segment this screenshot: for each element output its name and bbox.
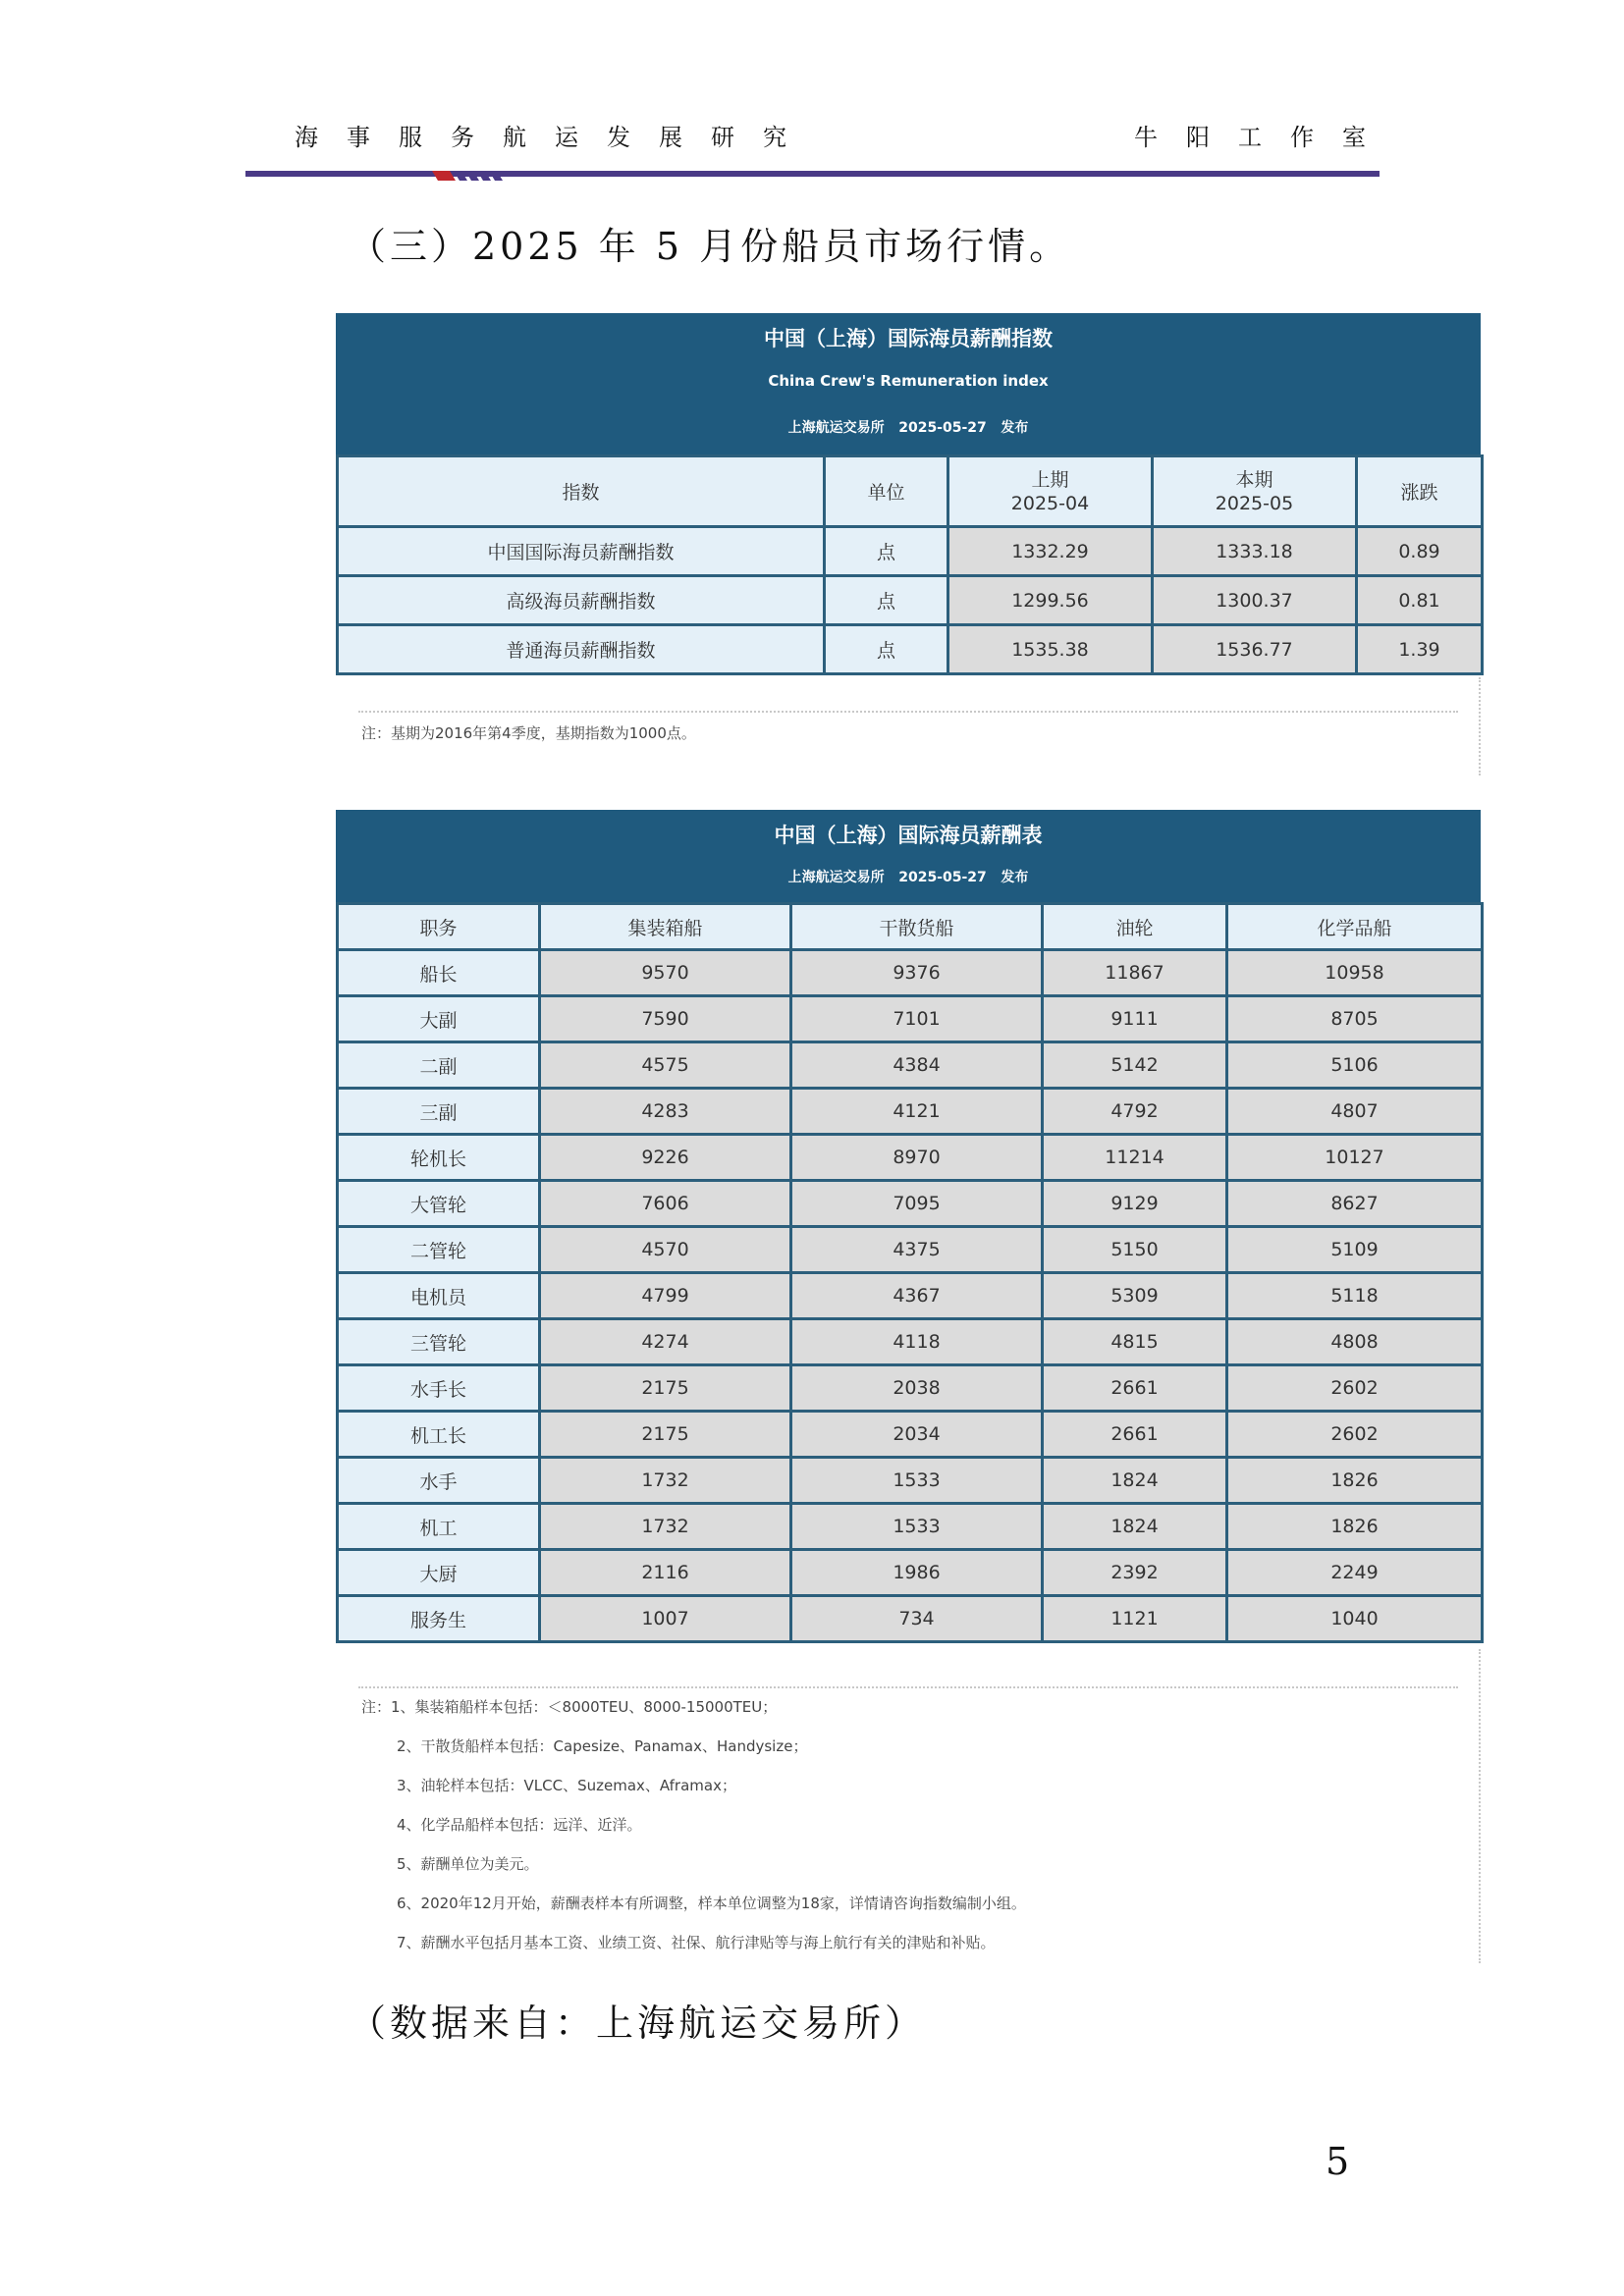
salary-container: 1732 xyxy=(540,1504,791,1550)
salary-chemical: 8627 xyxy=(1227,1181,1483,1227)
salary-table-title: 中国（上海）国际海员薪酬表 xyxy=(774,824,1043,847)
salary-tanker: 1824 xyxy=(1043,1504,1227,1550)
table-row xyxy=(338,576,1483,625)
table-row xyxy=(338,527,1483,576)
table-row xyxy=(338,950,1483,996)
salary-chemical: 1040 xyxy=(1227,1596,1483,1642)
salary-container: 9226 xyxy=(540,1135,791,1181)
salary-bulk: 2034 xyxy=(791,1412,1043,1458)
index-unit: 点 xyxy=(825,527,948,576)
table-row xyxy=(338,1550,1483,1596)
salary-note-line: 5、薪酬单位为美元。 xyxy=(397,1855,539,1873)
header-stripes-decoration xyxy=(432,171,511,181)
salary-position: 水手 xyxy=(338,1458,540,1504)
salary-chemical: 5109 xyxy=(1227,1227,1483,1273)
index-table-header-panel xyxy=(336,313,1481,454)
salary-position: 二副 xyxy=(338,1042,540,1089)
table-row xyxy=(338,1319,1483,1365)
index-name: 中国国际海员薪酬指数 xyxy=(338,527,825,576)
index-prev: 1535.38 xyxy=(948,625,1153,674)
salary-chemical: 10127 xyxy=(1227,1135,1483,1181)
salary-position: 电机员 xyxy=(338,1273,540,1319)
table-row xyxy=(338,1458,1483,1504)
salary-note-divider xyxy=(358,1686,1458,1688)
salary-tanker: 11867 xyxy=(1043,950,1227,996)
salary-bulk: 734 xyxy=(791,1596,1043,1642)
salary-note-line: 7、薪酬水平包括月基本工资、业绩工资、社保、航行津贴等与海上航行有关的津贴和补贴。 xyxy=(397,1934,996,1951)
salary-position: 三副 xyxy=(338,1089,540,1135)
salary-table-body xyxy=(338,950,1483,1642)
index-header-index: 指数 xyxy=(338,456,825,527)
salary-bulk: 1533 xyxy=(791,1458,1043,1504)
index-name: 高级海员薪酬指数 xyxy=(338,576,825,625)
salary-chemical: 10958 xyxy=(1227,950,1483,996)
salary-chemical: 2602 xyxy=(1227,1412,1483,1458)
index-note-divider xyxy=(358,711,1458,713)
salary-container: 7606 xyxy=(540,1181,791,1227)
index-unit: 点 xyxy=(825,576,948,625)
salary-bulk: 4118 xyxy=(791,1319,1043,1365)
index-table-subtitle: China Crew's Remuneration index xyxy=(768,372,1049,390)
salary-chemical: 2602 xyxy=(1227,1365,1483,1412)
salary-chemical: 5118 xyxy=(1227,1273,1483,1319)
salary-tanker: 9129 xyxy=(1043,1181,1227,1227)
index-change: 1.39 xyxy=(1357,625,1483,674)
index-unit: 点 xyxy=(825,625,948,674)
salary-note-line: 3、油轮样本包括：VLCC、Suzemax、Aframax； xyxy=(397,1777,736,1794)
salary-bulk: 4375 xyxy=(791,1227,1043,1273)
salary-tanker: 4815 xyxy=(1043,1319,1227,1365)
salary-bulk: 4367 xyxy=(791,1273,1043,1319)
header-left-title: 海事服务航运发展研究 xyxy=(295,124,815,151)
salary-container: 2175 xyxy=(540,1412,791,1458)
index-curr: 1300.37 xyxy=(1153,576,1357,625)
salary-note-line: 6、2020年12月开始，薪酬表样本有所调整，样本单位调整为18家，详情请咨询指数编制小组。 xyxy=(397,1895,1026,1912)
salary-container: 2116 xyxy=(540,1550,791,1596)
index-table-header-row xyxy=(338,456,1483,527)
index-header-change: 涨跌 xyxy=(1357,456,1483,527)
salary-container: 7590 xyxy=(540,996,791,1042)
salary-note-side-line xyxy=(1479,1649,1481,1963)
salary-header-chemical: 化学品船 xyxy=(1227,904,1483,950)
salary-header-container: 集装箱船 xyxy=(540,904,791,950)
salary-note-line: 2、干散货船样本包括：Capesize、Panamax、Handysize； xyxy=(397,1737,808,1755)
index-table-note: 注：基期为2016年第4季度，基期指数为1000点。 xyxy=(361,724,696,742)
salary-chemical: 5106 xyxy=(1227,1042,1483,1089)
salary-header-position: 职务 xyxy=(338,904,540,950)
salary-tanker: 5309 xyxy=(1043,1273,1227,1319)
salary-tanker: 5142 xyxy=(1043,1042,1227,1089)
salary-header-tanker: 油轮 xyxy=(1043,904,1227,950)
index-prev: 1299.56 xyxy=(948,576,1153,625)
salary-position: 船长 xyxy=(338,950,540,996)
section-title: （三）2025 年 5 月份船员市场行情。 xyxy=(349,225,1071,268)
salary-position: 轮机长 xyxy=(338,1135,540,1181)
salary-table xyxy=(336,902,1484,1643)
salary-position: 机工长 xyxy=(338,1412,540,1458)
salary-position: 水手长 xyxy=(338,1365,540,1412)
page-number: 5 xyxy=(1326,2140,1350,2183)
salary-tanker: 11214 xyxy=(1043,1135,1227,1181)
table-row xyxy=(338,1135,1483,1181)
index-table xyxy=(336,454,1484,675)
salary-position: 服务生 xyxy=(338,1596,540,1642)
salary-tanker: 9111 xyxy=(1043,996,1227,1042)
salary-container: 2175 xyxy=(540,1365,791,1412)
salary-chemical: 4807 xyxy=(1227,1089,1483,1135)
index-header-curr-label: 本期 xyxy=(1235,468,1273,491)
salary-chemical: 1826 xyxy=(1227,1504,1483,1550)
salary-chemical: 1826 xyxy=(1227,1458,1483,1504)
index-curr: 1536.77 xyxy=(1153,625,1357,674)
salary-table-header-row xyxy=(338,904,1483,950)
index-header-curr-period: 2025-05 xyxy=(1215,492,1294,514)
salary-tanker: 2661 xyxy=(1043,1365,1227,1412)
salary-position: 二管轮 xyxy=(338,1227,540,1273)
salary-table-publisher: 上海航运交易所 2025-05-27 发布 xyxy=(787,870,1029,885)
salary-header-bulk: 干散货船 xyxy=(791,904,1043,950)
index-header-curr xyxy=(1153,456,1357,527)
salary-bulk: 4121 xyxy=(791,1089,1043,1135)
index-change: 0.81 xyxy=(1357,576,1483,625)
index-header-prev-period: 2025-04 xyxy=(1010,492,1090,514)
salary-tanker: 2392 xyxy=(1043,1550,1227,1596)
header-rule xyxy=(245,171,1380,177)
salary-bulk: 4384 xyxy=(791,1042,1043,1089)
salary-tanker: 2661 xyxy=(1043,1412,1227,1458)
salary-position: 机工 xyxy=(338,1504,540,1550)
salary-container: 4799 xyxy=(540,1273,791,1319)
salary-bulk: 1533 xyxy=(791,1504,1043,1550)
salary-tanker: 5150 xyxy=(1043,1227,1227,1273)
salary-container: 1732 xyxy=(540,1458,791,1504)
header-right-title: 牛阳工作室 xyxy=(1134,124,1394,151)
index-curr: 1333.18 xyxy=(1153,527,1357,576)
salary-bulk: 9376 xyxy=(791,950,1043,996)
salary-container: 4274 xyxy=(540,1319,791,1365)
salary-position: 大厨 xyxy=(338,1550,540,1596)
salary-note-line: 注：1、集装箱船样本包括：＜8000TEU、8000-15000TEU； xyxy=(361,1698,778,1716)
table-row xyxy=(338,1273,1483,1319)
salary-container: 4575 xyxy=(540,1042,791,1089)
data-source: （数据来自：上海航运交易所） xyxy=(349,2002,927,2045)
salary-chemical: 2249 xyxy=(1227,1550,1483,1596)
salary-tanker: 4792 xyxy=(1043,1089,1227,1135)
table-row xyxy=(338,1181,1483,1227)
index-header-prev xyxy=(948,456,1153,527)
index-name: 普通海员薪酬指数 xyxy=(338,625,825,674)
index-note-side-line xyxy=(1479,677,1481,775)
salary-container: 9570 xyxy=(540,950,791,996)
salary-container: 4570 xyxy=(540,1227,791,1273)
index-change: 0.89 xyxy=(1357,527,1483,576)
salary-bulk: 1986 xyxy=(791,1550,1043,1596)
table-row xyxy=(338,1412,1483,1458)
salary-tanker: 1824 xyxy=(1043,1458,1227,1504)
index-header-prev-label: 上期 xyxy=(1031,468,1069,491)
table-row xyxy=(338,1089,1483,1135)
salary-chemical: 8705 xyxy=(1227,996,1483,1042)
salary-note-line: 4、化学品船样本包括：远洋、近洋。 xyxy=(397,1816,642,1834)
salary-bulk: 7095 xyxy=(791,1181,1043,1227)
salary-bulk: 2038 xyxy=(791,1365,1043,1412)
index-table-title: 中国（上海）国际海员薪酬指数 xyxy=(764,327,1053,350)
salary-chemical: 4808 xyxy=(1227,1319,1483,1365)
table-row xyxy=(338,1596,1483,1642)
salary-bulk: 7101 xyxy=(791,996,1043,1042)
salary-bulk: 8970 xyxy=(791,1135,1043,1181)
table-row xyxy=(338,1042,1483,1089)
salary-position: 三管轮 xyxy=(338,1319,540,1365)
index-header-unit: 单位 xyxy=(825,456,948,527)
table-row xyxy=(338,1227,1483,1273)
salary-position: 大副 xyxy=(338,996,540,1042)
salary-table-header-panel xyxy=(336,810,1481,902)
table-row xyxy=(338,996,1483,1042)
salary-container: 1007 xyxy=(540,1596,791,1642)
salary-container: 4283 xyxy=(540,1089,791,1135)
table-row xyxy=(338,625,1483,674)
salary-tanker: 1121 xyxy=(1043,1596,1227,1642)
index-table-publisher: 上海航运交易所 2025-05-27 发布 xyxy=(787,420,1029,436)
table-row xyxy=(338,1504,1483,1550)
index-prev: 1332.29 xyxy=(948,527,1153,576)
table-row xyxy=(338,1365,1483,1412)
salary-position: 大管轮 xyxy=(338,1181,540,1227)
